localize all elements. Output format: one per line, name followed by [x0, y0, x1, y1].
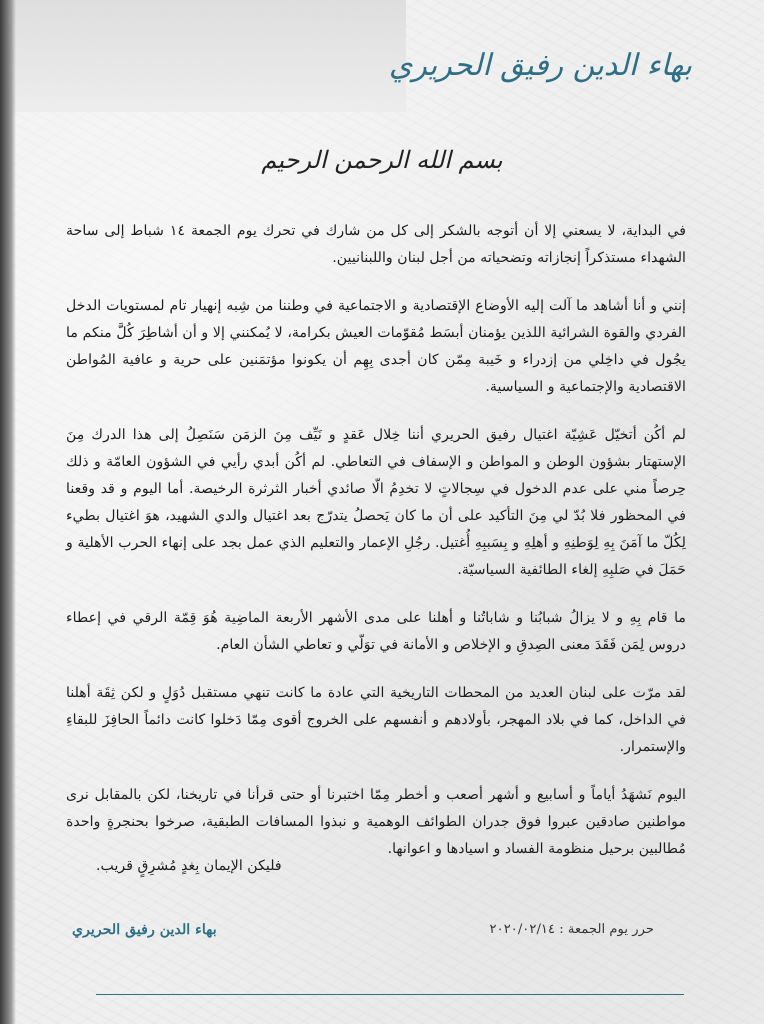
signature-date: حرر يوم الجمعة : ٢٠٢٠/٠٢/١٤: [489, 922, 654, 937]
basmala-heading: بسم الله الرحمن الرحيم: [261, 146, 503, 174]
paragraph-today: اليوم نَشهَدُ أياماً و أسابيع و أشهر أصعب و أخطر مِمّا اختبرنا أو حتى قرأنا في تاريخنا، لكن بالمقابل نرى مواطنين صادقين عبروا فوق جدران الطوائف الوهمية و نبذوا المسافات الطبقية، صرخوا بحنجرةٍ واحدة مُطالبين برحيل منظومة الفساد و اسيادها و اعوانها.: [66, 787, 686, 857]
letterhead-marble-band: [0, 0, 406, 112]
letterhead-logo: بهاء الدين رفيق الحريري: [388, 48, 692, 83]
signature-name: بهاء الدين رفيق الحريري: [72, 922, 217, 938]
paragraph-opening: في البداية، لا يسعني إلا أن أتوجه بالشكر إلى كل من شارك في تحرك يوم الجمعة ١٤ شباط إلى ساحة الشهداء مستذكراً إنجازاته وتضحياته من أجل لبنان واللبنانيين.: [66, 223, 686, 266]
letter-body: [66, 218, 686, 884]
paragraph-assassination: لم أكُن أتخيّل عَشِيّة اغتيال رفيق الحريري أننا خِلال عَقدٍ و نَيِّف مِنَ الزمَن سَنَصِلُ إلى هذا الدرك مِنَ الإستهتار بشؤون الوطن و المواطن و الإسفاف في التعاطي. لم أكُن أبدي رأيي في الشؤون العامّة و ذلك حِرصاً مني على عدم الدخول في سِجالاتٍ لا تخدِمُ الّا صائدي أخبار الثرثرة الرخيصة. أما اليوم و قد وقعنا في المحظور فلا بُدّ لي مِنَ التأكيد على أن ما كان يَحصلُ يتدرّج بعد اغتيال والدي الشهيد، هوَ اغتيال بطيء لِكُلّ ما آمَنَ بِهِ لِوَطنِهِ و أهلِهِ و بِسَببِهِ أُغتيل. رجُلِ الإعمار والتعليم الذي عمل بجد على إنهاء الحرب الأهلية و حَمَلَ في صَلبِهِ إلغاء الطائفية السياسيّة.: [66, 427, 686, 578]
paragraph-history: لقد مرّت على لبنان العديد من المحطات التاريخية التي عادة ما كانت تنهي مستقبل دُوَلٍ و لكن ثِقَة أهلنا في الداخل، كما في بلاد المهجر، بأولادهم و أنفسهم على الخروج أقوى مِمّا دَخلوا كانت دائماً الحافِزَ للبقاءِ والإستمرار.: [66, 685, 686, 755]
footer-divider: [96, 994, 684, 995]
closing-line: فليكن الإيمان بِغدٍ مُشرِقٍ قريب.: [96, 858, 282, 874]
paragraph-youth: ما قام بِهِ و لا يزالُ شبابُنا و شاباتُنا و أهلنا على مدى الأشهر الأربعة الماضِية هُوَ قِمّة الرقي في إعطاء دروس لِمَن فَقَدَ معنى الصِدقِ و الإخلاص و الأمانة في توَلّي و تعاطي الشأن العام.: [66, 610, 687, 653]
paragraph-economic-situation: إنني و أنا أشاهد ما آلت إليه الأوضاع الإقتصادية و الاجتماعية في وطننا من شِبه إنهيار تام لمستويات الدخل الفردي والقوة الشرائية اللذين يؤمنان أبسَط مُقوّمات العيش بكرامة، لا يُمكنني إلا و أن أشاطِرَ كُلَّ منكم ما يجُول في داخِلي من إزدراء و خَيبة مِمّن كان أجدى بِهِم أن يكونوا مؤتمَنين على حرية و عافية المُواطن الاقتصادية والإجتماعية و السياسية.: [66, 298, 686, 395]
